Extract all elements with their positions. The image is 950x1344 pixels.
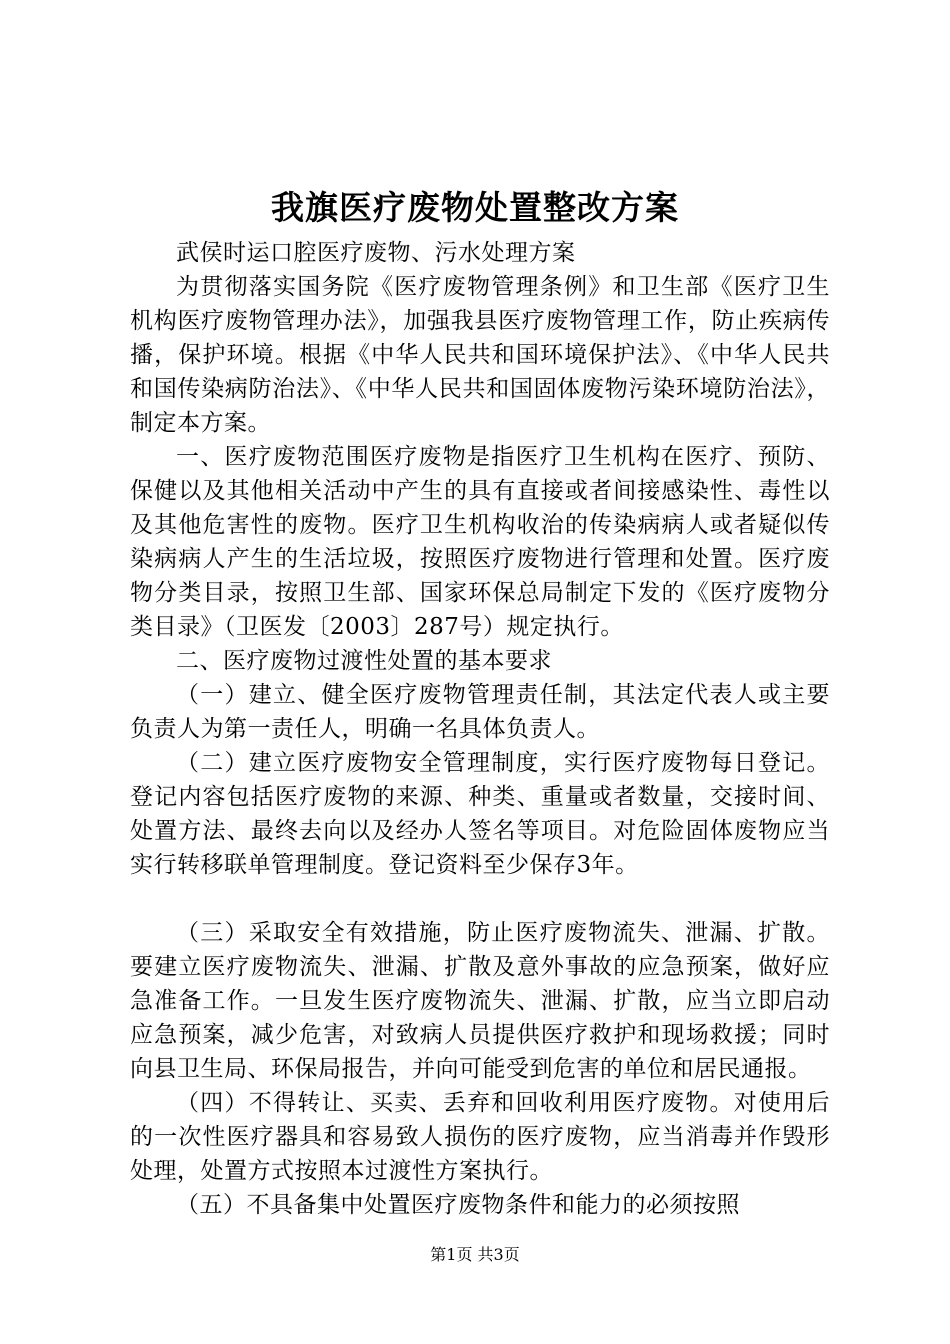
paragraph-intro: 为贯彻落实国务院《医疗废物管理条例》和卫生部《医疗卫生机构医疗废物管理办法》，加强我县医疗废物管理工作，防止疾病传播，保护环境。根据《中华人民共和国环境保护法》、《中华人民共和国传染病防治法》、《中华人民共和国固体废物污染环境防治法》，制定本方案。 [130, 274, 830, 436]
document-title: 我旗医疗废物处置整改方案 [271, 188, 679, 227]
paragraph-subtitle: 武侯时运口腔医疗废物、污水处理方案 [176, 240, 576, 266]
document-body [130, 236, 830, 1222]
paragraph-item-1: （一）建立、健全医疗废物管理责任制，其法定代表人或主要负责人为第一责任人，明确一名具体负责人。 [130, 682, 830, 742]
paragraph-item-5: （五）不具备集中处置医疗废物条件和能力的必须按照 [176, 1192, 740, 1218]
paragraph-section-1: 一、医疗废物范围医疗废物是指医疗卫生机构在医疗、预防、保健以及其他相关活动中产生的具有直接或者间接感染性、毒性以及其他危害性的废物。医疗卫生机构收治的传染病病人或者疑似传染病病人产生的生活垃圾，按照医疗废物进行管理和处置。医疗废物分类目录，按照卫生部、国家环保总局制定下发的《医疗废物分类目录》（卫医发〔2003〕287号）规定执行。 [130, 444, 830, 640]
paragraph-item-2: （二）建立医疗废物安全管理制度，实行医疗废物每日登记。登记内容包括医疗废物的来源、种类、重量或者数量，交接时间、处置方法、最终去向以及经办人签名等项目。对危险固体废物应当实行转移联单管理制度。登记资料至少保存3年。 [130, 750, 830, 878]
page-number-footer: 第1页 共3页 [430, 1245, 520, 1264]
paragraph-item-4: （四）不得转让、买卖、丢弃和回收利用医疗废物。对使用后的一次性医疗器具和容易致人损伤的医疗废物，应当消毒并作毁形处理，处置方式按照本过渡性方案执行。 [130, 1090, 830, 1184]
paragraph-section-2-heading: 二、医疗废物过渡性处置的基本要求 [176, 648, 552, 674]
paragraph-item-3: （三）采取安全有效措施，防止医疗废物流失、泄漏、扩散。要建立医疗废物流失、泄漏、扩散及意外事故的应急预案，做好应急准备工作。一旦发生医疗废物流失、泄漏、扩散，应当立即启动应急预案，减少危害，对致病人员提供医疗救护和现场救援；同时向县卫生局、环保局报告，并向可能受到危害的单位和居民通报。 [130, 920, 830, 1082]
